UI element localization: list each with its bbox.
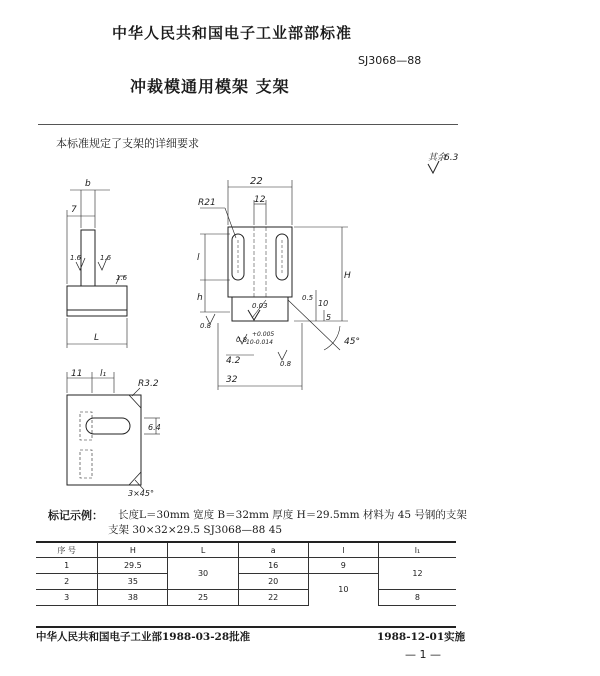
table-row [36,558,456,574]
table-cell: 16 [238,558,308,574]
front-view-body [228,227,292,297]
technical-drawing [40,150,460,500]
dim-10: 10 [318,299,329,308]
roughness-1-6-b: 1.6 [100,254,112,262]
roughness-rest-value: 6.3 [444,153,459,163]
dim-l1: l₁ [100,369,107,379]
tolerance-0-03: 0.03 [252,302,268,310]
marking-example-line2: 支架 30×32×29.5 SJ3068—88 45 [108,524,283,536]
roughness-0-8-a: 0.8 [200,322,212,330]
dim-12: 12 [254,195,266,205]
table-cell: 2 [36,574,98,590]
roughness-1-6-a: 1.6 [70,254,82,262]
roughness-0-8-b: 0.8 [236,336,248,344]
table-cell: 30 [168,558,238,590]
left-view-base [67,286,127,316]
angle-45: 45° [344,337,360,347]
approval-text: 中华人民共和国电子工业部1988-03-28批准 [36,631,251,643]
table-cell: 38 [98,590,168,606]
surface-note: 其余 [428,153,447,163]
title-separator [38,124,458,125]
document-title: 冲裁模通用模架 支架 [130,77,290,96]
column-header: l [308,542,378,558]
implementation-date: 1988-12-01实施 [377,631,466,643]
dim-22: 22 [250,176,263,187]
table-cell: 12 [378,558,456,590]
tolerance-plus: +0.005 [252,331,275,338]
dim-b: b [85,179,91,189]
marking-example-line1: 长度L＝30mm 宽度 B＝32mm 厚度 H＝29.5mm 材料为 45 号钢的支架 [118,509,467,521]
intro-text: 本标准规定了支架的详细要求 [56,137,199,150]
left-view-upright [81,230,95,286]
dim-L: L [94,333,100,343]
dim-7: 7 [71,205,77,215]
dim-h: h [197,293,203,303]
dim-5: 5 [326,313,332,322]
organization-header: 中华人民共和国电子工业部部标准 [112,24,353,42]
dim-chamfer: 3×45° [128,489,154,498]
table-row [36,590,456,606]
column-header: L [168,542,238,558]
table-cell: 10 [308,574,378,606]
dim-r3-2: R3.2 [138,379,159,389]
roughness-0-8-c: 0.8 [280,360,292,368]
table-cell: 1 [36,558,98,574]
table-cell: 20 [238,574,308,590]
table-cell: 22 [238,590,308,606]
column-header: 序 号 [36,542,98,558]
dim-H: H [344,271,351,281]
table-cell: 8 [378,590,456,606]
table-cell: 3 [36,590,98,606]
page-number: — 1 — [405,648,441,661]
table-cell: 9 [308,558,378,574]
dim-r21: R21 [198,198,216,208]
table-cell: 25 [168,590,238,606]
footer-rule [36,626,456,628]
bottom-view-body [67,395,141,485]
dim-4-2: 4.2 [226,356,241,366]
column-header: a [238,542,308,558]
bottom-slot [86,418,130,434]
column-header: l₁ [378,542,456,558]
marking-label: 标记示例： [48,509,103,522]
table-cell: 29.5 [98,558,168,574]
standard-code: SJ3068—88 [358,54,422,67]
dim-6-4: 6.4 [148,423,161,432]
tolerance-minus: 10-0.014 [246,339,273,346]
dim-32: 32 [226,375,238,385]
column-header: H [98,542,168,558]
dim-11: 11 [71,369,83,379]
dim-l: l [197,253,200,263]
roughness-1-6-c: 1.6 [116,274,128,282]
dimension-table [36,541,456,606]
tolerance-0-5: 0.5 [302,294,314,302]
table-cell: 35 [98,574,168,590]
